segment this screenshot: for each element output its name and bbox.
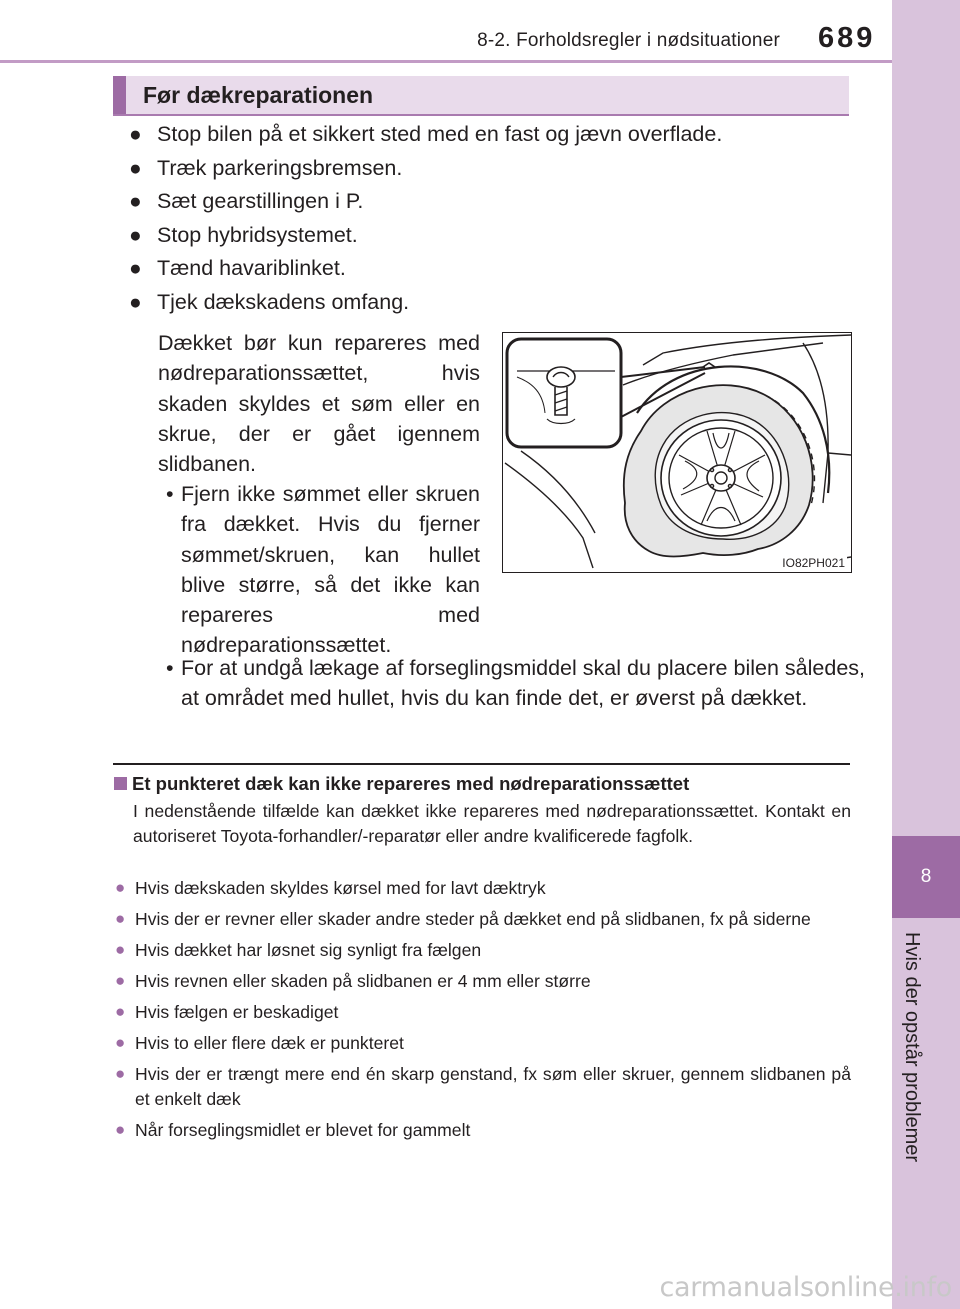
checklist-item-text: Tjek dækskadens omfang. — [157, 289, 410, 314]
note-list-item — [115, 938, 851, 963]
bullet-icon: ● — [129, 156, 142, 180]
chapter-number: 8 — [920, 866, 932, 887]
bullet-icon: ● — [115, 1033, 126, 1052]
header-divider — [0, 60, 892, 63]
checklist-item-text: Sæt gearstillingen i P. — [157, 189, 364, 213]
note-item-text: Hvis der er trængt mere end én skarp genstand, fx søm eller skruer, gennem slidbanen på et enkelt dæk — [135, 1064, 851, 1109]
note-item-text: Hvis dækket har løsnet sig synligt fra fælgen — [135, 940, 482, 960]
sub-bullet-icon: • — [166, 656, 174, 680]
checklist-item — [129, 252, 849, 286]
bullet-icon: ● — [129, 257, 142, 280]
note-item-text: Hvis der er revner eller skader andre steder på dækket end på slidbanen, fx på siderne — [135, 909, 811, 929]
section-heading — [113, 76, 849, 116]
note-intro: I nedenstående tilfælde kan dækket ikke repareres med nødreparationssættet. Kontakt en autoriseret Toyota-forhandler/-reparatør eller andre kvalificerede fagfolk. — [133, 801, 851, 846]
checklist-item — [129, 118, 849, 152]
figure-code: IO82PH021 — [782, 556, 845, 570]
sub-bullet-icon: • — [166, 482, 174, 506]
chapter-heading: 8-2. Forholdsregler i nødsituationer — [477, 30, 780, 51]
explanation-text: Dækket bør kun repareres med nødreparationssættet, hvis skaden skyldes et søm eller en skrue, der er gået igennem slidbanen. — [158, 331, 480, 477]
bullet-icon: ● — [129, 290, 142, 314]
sub-bullet-text: Fjern ikke sømmet eller skruen fra dækket. Hvis du fjerner sømmet/skruen, kan hullet blive større, så det ikke kan repareres med nødreparationssættet. — [181, 482, 480, 658]
section-divider — [113, 763, 850, 765]
bullet-icon: ● — [115, 940, 126, 959]
sub-bullet-list — [160, 479, 480, 661]
note-item-text: Hvis to eller flere dæk er punkteret — [135, 1033, 404, 1053]
checklist-item — [129, 219, 849, 253]
bullet-icon: ● — [115, 878, 126, 897]
note-item-text: Når forseglingsmidlet er blevet for gammelt — [135, 1119, 471, 1140]
note-list-item — [115, 1031, 851, 1056]
note-list-item — [115, 1118, 851, 1143]
note-title: Et punkteret dæk kan ikke repareres med nødreparationssættet — [132, 773, 690, 794]
page-number: 689 — [818, 22, 876, 54]
tire-illustration — [502, 332, 852, 573]
checklist-item-text: Tænd havariblinket. — [157, 256, 346, 280]
note-list-item — [115, 969, 851, 994]
note-list-item — [115, 1062, 851, 1111]
sub-bullet-text: For at undgå lækage af forseglingsmiddel skal du placere bilen således, at området med hullet, hvis du kan finde det, er øverst på dækket. — [181, 656, 865, 711]
note-item-text: Hvis revnen eller skaden på slidbanen er 4 mm eller større — [135, 971, 591, 991]
note-list-item — [115, 907, 851, 932]
tire-drawing — [503, 333, 851, 572]
sub-bullet — [160, 479, 480, 661]
note-list-item — [115, 1000, 851, 1025]
checklist-item-text: Stop hybridsystemet. — [157, 222, 358, 247]
checklist-item — [129, 286, 849, 320]
checklist-item — [129, 185, 849, 219]
note-item-text: Hvis dækskaden skyldes kørsel med for lavt dæktryk — [135, 878, 546, 898]
bullet-icon: ● — [115, 909, 126, 928]
checklist-item-text: Træk parkeringsbremsen. — [157, 155, 403, 180]
checklist-item-text: Stop bilen på et sikkert sted med en fast og jævn overflade. — [157, 122, 723, 146]
section-heading-bar — [113, 76, 126, 114]
note-item-text: Hvis fælgen er beskadiget — [135, 1002, 339, 1022]
bullet-icon: ● — [115, 1064, 126, 1083]
note-list — [115, 876, 851, 1149]
section-title: Før dækreparationen — [143, 82, 374, 108]
watermark: carmanualsonline.info — [659, 1272, 952, 1303]
chapter-number-box[interactable] — [892, 836, 960, 918]
bullet-icon: ● — [115, 971, 126, 990]
checklist — [129, 118, 849, 319]
bullet-icon: ● — [129, 190, 142, 213]
chapter-title-vertical: Hvis der opstår problemer — [901, 932, 923, 1163]
note-list-item — [115, 876, 851, 901]
bullet-icon: ● — [129, 123, 142, 146]
bullet-icon: ● — [115, 1002, 126, 1021]
checklist-item — [129, 152, 849, 186]
note-heading — [114, 773, 689, 795]
sub-bullet — [160, 653, 865, 714]
square-bullet-icon — [114, 777, 127, 790]
bullet-icon: ● — [129, 223, 142, 247]
bullet-icon: ● — [115, 1119, 126, 1139]
